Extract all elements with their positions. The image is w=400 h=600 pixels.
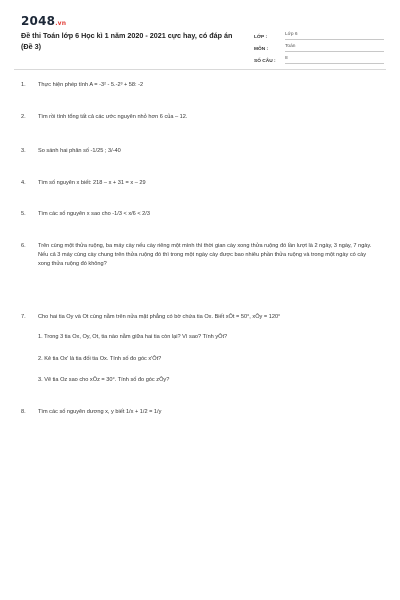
question-number: 2. — [21, 114, 26, 120]
worksheet-header — [21, 14, 381, 64]
meta-row-class — [254, 30, 384, 40]
question-text: Trên cùng một thửa ruộng, ba máy cày nếu cày riêng một mình thì thời gian cày xong thửa ruộng đó lần lượt là 2 ngày, 3 ngày, 7 ngày. Nếu cả 3 máy cùng cày chung trên thửa ruộng đó thì trong một ngày cày được bao nhiêu phần thửa ruộng và trong một ngày có cày xong thửa ruộng đó không? — [38, 243, 372, 267]
question-7-part-2: 2. Kẻ tia Ox' là tia đối tia Ox. Tính số đo góc x'Ôt? — [38, 356, 162, 362]
exam-meta — [254, 30, 384, 66]
meta-value-subject: Toán — [285, 43, 384, 52]
page-title: Đề thi Toán lớp 6 Học kì 1 năm 2020 - 2021 cực hay, có đáp án (Đề 3) — [21, 31, 233, 51]
meta-label-question-count: SỐ CÂU : — [254, 59, 276, 64]
meta-value-question-count: 8 — [285, 55, 384, 64]
question-text: Tìm rồi tính tổng tất cả các ước nguyên nhỏ hơn 6 của – 12. — [38, 114, 188, 120]
header-divider — [14, 69, 386, 70]
question-text: Tìm các số nguyên x sao cho -1/3 < x/6 < 2/3 — [38, 211, 150, 217]
site-logo[interactable] — [21, 14, 66, 28]
question-number: 6. — [21, 243, 26, 249]
question-number: 7. — [21, 314, 26, 320]
question-text: Tìm số nguyên x biết: 218 – x + 31 = x – 29 — [38, 180, 146, 186]
meta-label-class: LỚP : — [254, 35, 268, 40]
question-number: 4. — [21, 180, 26, 186]
question-text: So sánh hai phân số -1/25 ; 3/-40 — [38, 148, 121, 154]
meta-row-subject — [254, 42, 384, 52]
question-number: 8. — [21, 409, 26, 415]
question-number: 5. — [21, 211, 26, 217]
question-text: Cho hai tia Oy và Ot cùng nằm trên nửa mặt phẳng có bờ chứa tia Ox. Biết xÔt = 50°, xÔy = 120° — [38, 314, 281, 320]
meta-row-question-count — [254, 54, 384, 64]
question-text: Tìm các số nguyên dương x, y biết 1/x + 1/2 = 1/y — [38, 409, 162, 415]
meta-value-class: Lớp 6 — [285, 31, 384, 40]
logo-main: 2048 — [21, 14, 56, 28]
question-7-part-3: 3. Vẽ tia Oz sao cho xÔz = 30°. Tính số đo góc zÔy? — [38, 377, 170, 383]
logo-suffix: .vn — [55, 20, 67, 27]
meta-label-subject: MÔN : — [254, 47, 269, 52]
question-7-part-1: 1. Trong 3 tia Ox, Oy, Ot, tia nào nằm giữa hai tia còn lại? Vì sao? Tính yÔt? — [38, 334, 228, 340]
question-number: 1. — [21, 82, 26, 88]
question-number: 3. — [21, 148, 26, 154]
question-text: Thực hiện phép tính A = -3² - 5.-2³ + 58: -2 — [38, 82, 144, 88]
